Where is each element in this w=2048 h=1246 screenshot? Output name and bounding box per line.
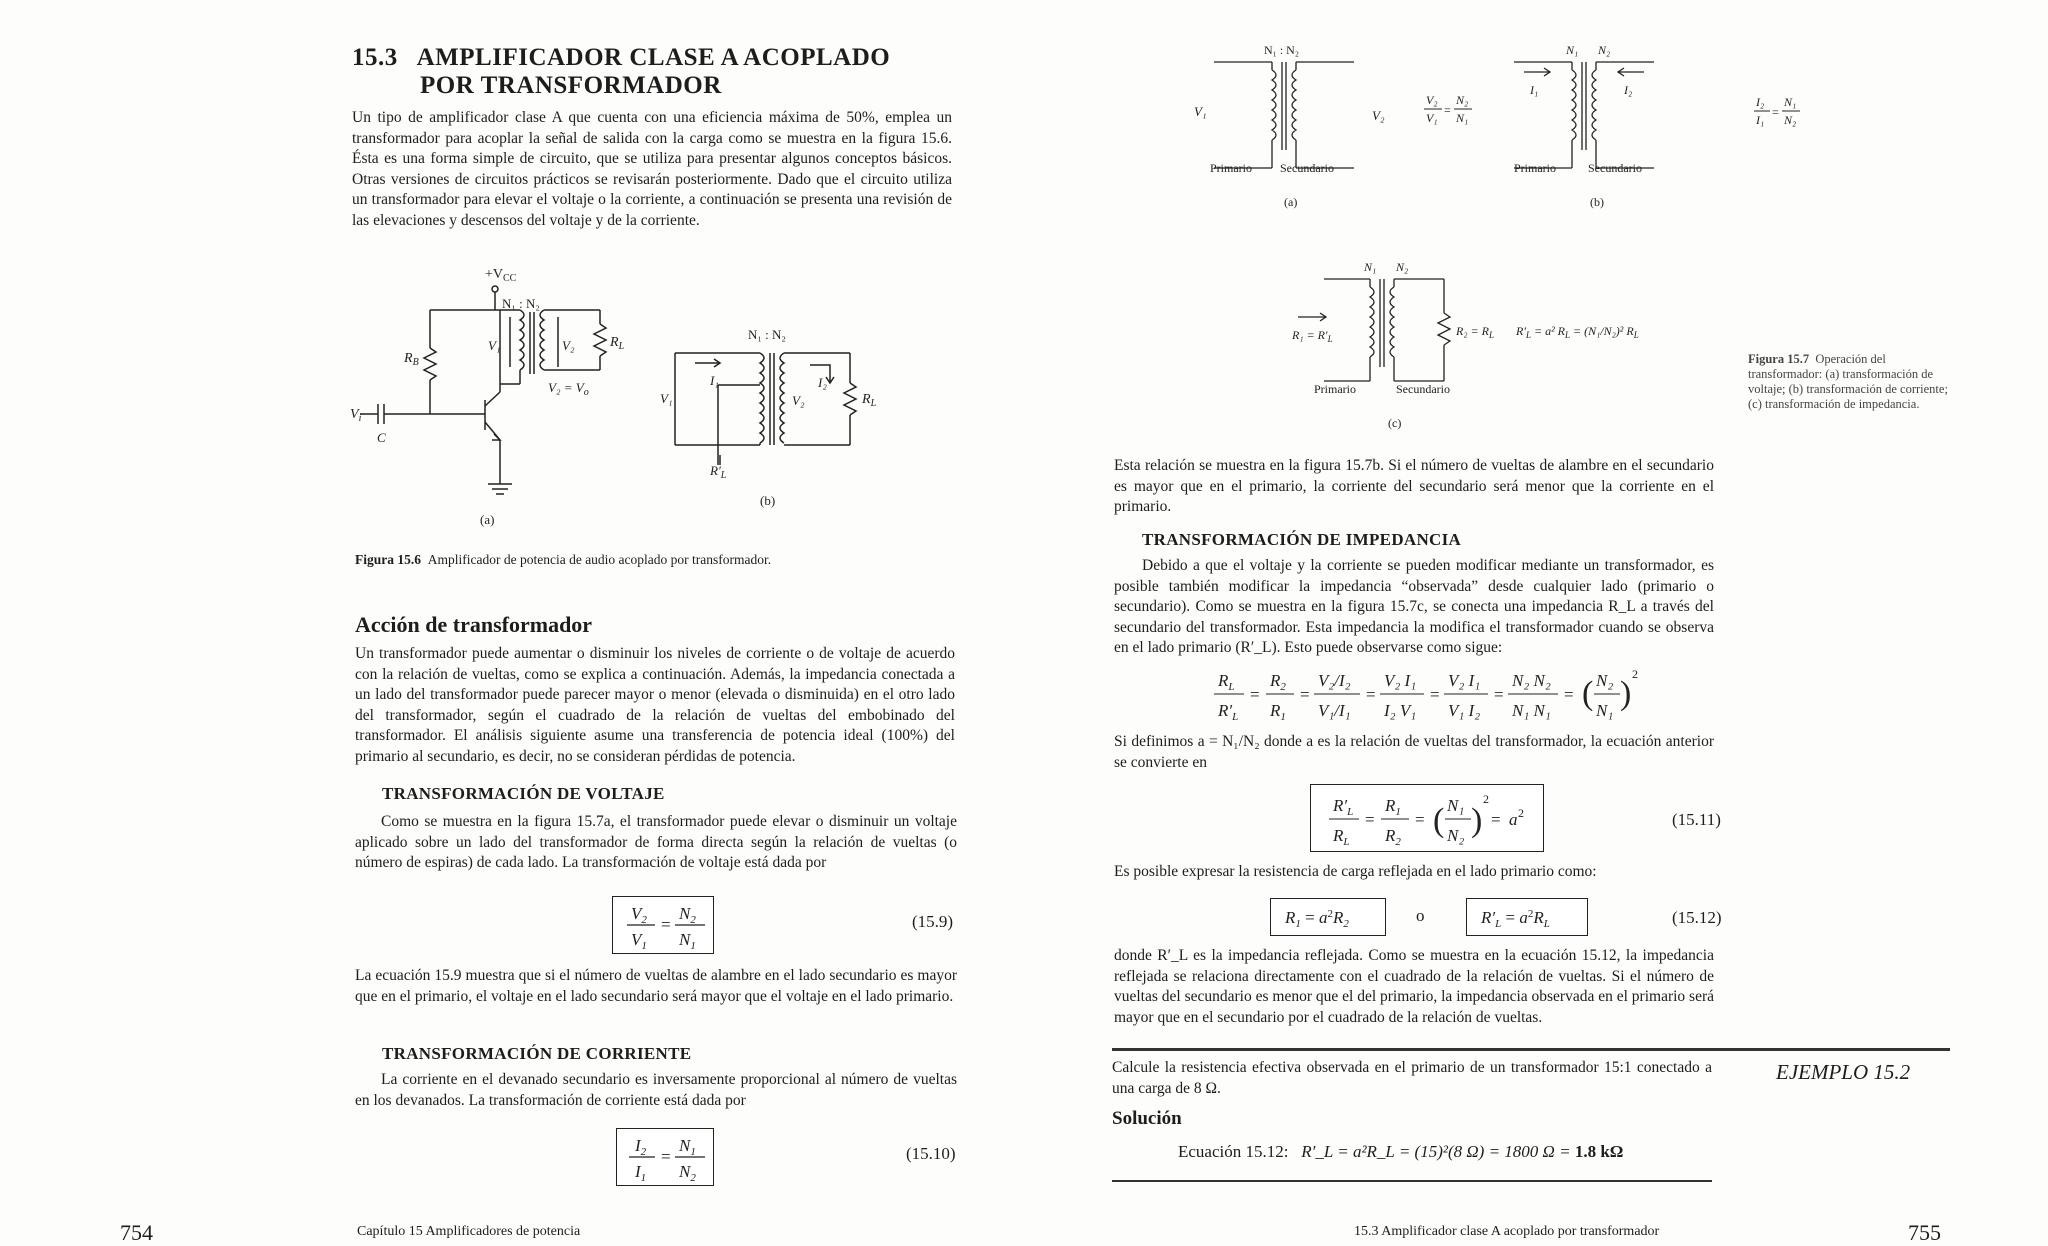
v2-b-label: V₂ <box>792 393 805 408</box>
figure-15-7a <box>1194 40 1414 212</box>
svg-text:N₂: N₂ <box>1596 671 1614 690</box>
svg-text:N₂: N₂ <box>1447 826 1465 845</box>
fig-b-secondary: Secundario <box>1588 161 1642 175</box>
impedance-paragraph: Debido a que el voltaje y la corriente se pueden modificar mediante un transformador, es posible también modificar la impedancia “observada” desde cualquier lado (primario o secundario). Como se muestra en la figura 15.7c, se conecta una impedancia R_L a través del secundario del transformador. Esta impedancia la modifica el transformador cuando se observa en el lado primario (R′_L). Esto puede observarse como sigue: <box>1114 557 1714 656</box>
figure-15-6a <box>350 262 650 532</box>
svg-text:V₂: V₂ <box>1426 93 1438 107</box>
svg-text:R2: $R_2$ <box>1270 671 1286 693</box>
after-15-9-paragraph: La ecuación 15.9 muestra que si el número de vueltas de alambre en el lado secundario es mayor que en el primario, el voltaje en el lado secundario será mayor que el voltaje en el lado primario. <box>355 967 957 1005</box>
svg-text:=: = <box>1365 810 1375 829</box>
v1-b-label: V₁ <box>660 391 673 406</box>
left-footer: Capítulo 15 Amplificadores de potencia <box>357 1224 581 1239</box>
i2-label: I₂ <box>818 375 827 390</box>
svg-text:=: = <box>1415 810 1425 829</box>
svg-text:RL: $R_L$ <box>1333 826 1350 848</box>
svg-text:I₂: I₂ <box>1756 95 1765 109</box>
equation-15-11 <box>1310 784 1544 852</box>
svg-text:N₂ N₂: N₂ N₂ <box>1512 671 1551 690</box>
right-page <box>1024 0 2048 1244</box>
figure-15-6b <box>660 325 890 515</box>
svg-text:=: = <box>1366 685 1376 704</box>
svg-text:V1: $V_1$ <box>631 930 647 952</box>
fig-b-primary: Primario <box>1514 161 1556 175</box>
figure-15-7b <box>1494 40 1754 212</box>
rl-b-label: $R_L$ <box>862 392 877 409</box>
svg-text:2: 2 <box>1518 806 1524 820</box>
fig-15-6a-label: (a) <box>480 512 495 527</box>
section-title-line2: POR TRANSFORMADOR <box>420 72 722 99</box>
svg-text:2: 2 <box>1483 792 1489 806</box>
fig-c-r2-eq: $R_2 = R_L$ <box>1456 324 1494 340</box>
svg-text:=: = <box>1300 685 1310 704</box>
eq-15-11-number: (15.11) <box>1672 810 1721 829</box>
fig-a-secondary: Secundario <box>1280 161 1334 175</box>
transformer-paragraph: Un transformador puede aumentar o disminuir los niveles de corriente o de voltaje de acuerdo con la relación de vueltas, como se explica a continuación. Además, la impedancia conectada a un lado del transformador puede parecer mayor o menor (elevada o disminuida) en el otro lado del transformador, según el cuadrado de la relación de vueltas del embobinado del transformador. El análisis siguiente asume una transferencia de potencia ideal (100%) del primario al secundario, es decir, no se consideran pérdidas de potencia. <box>355 645 955 765</box>
fig-c-n1: N₁ <box>1364 260 1377 274</box>
svg-text:I1: $I_1$ <box>635 1162 647 1184</box>
svg-text:V₂/I₂: V₂/I₂ <box>1318 671 1351 690</box>
solution-result: 1.8 kΩ <box>1574 1142 1624 1161</box>
solution-expression: R′_L = a²R_L = (15)²(8 Ω) = 1800 Ω = <box>1301 1142 1571 1161</box>
v2-label: V₂ <box>562 338 575 353</box>
ratio-label: N₁ : N₂ <box>502 296 540 311</box>
svg-text:N₂: N₂ <box>1456 93 1469 107</box>
right-page-number: 755 <box>1908 1220 1941 1245</box>
svg-text:V₁ I₂: V₁ I₂ <box>1448 701 1481 720</box>
svg-text:N1: $N_1$ <box>679 930 696 952</box>
impedance-equation <box>1214 664 1644 728</box>
fig-15-6b-label: (b) <box>760 493 776 508</box>
vi-label: $V_i$ <box>350 407 362 424</box>
equation-15-10 <box>616 1128 714 1186</box>
svg-text:N₁: N₁ <box>1456 111 1469 125</box>
fig-a-label: (a) <box>1284 195 1298 209</box>
fig-c-n2: N₂ <box>1396 260 1409 274</box>
heading-impedance: TRANSFORMACIÓN DE IMPEDANCIA <box>1142 530 1462 549</box>
c-label: C <box>377 430 386 445</box>
solution-line <box>1178 1142 1623 1162</box>
svg-text:I₁: I₁ <box>1756 113 1765 127</box>
fig-a-ratio: N₁ : N₂ <box>1264 43 1300 57</box>
svg-text:I2: $I_2$ <box>635 1136 647 1158</box>
svg-text:=: = <box>1444 103 1451 117</box>
i1-label: I₁ <box>710 373 719 388</box>
svg-text:N₁: N₁ <box>1784 95 1797 109</box>
svg-text:a: a <box>1509 810 1518 829</box>
svg-text:R′L: $R'_L$ <box>1333 796 1354 818</box>
equation-15-12-b <box>1466 898 1588 936</box>
svg-text:I₂ V₁: I₂ V₁ <box>1384 701 1417 720</box>
heading-transformer-action: Acción de transformador <box>355 612 593 637</box>
fig-a-primary: Primario <box>1210 161 1252 175</box>
svg-text:N₁ N₁: N₁ N₁ <box>1512 701 1551 720</box>
svg-text:=: = <box>1494 685 1504 704</box>
svg-text:N2: $N_2$ <box>679 904 696 926</box>
figure-15-7-caption: Figura 15.7 Operación del transformador: (a) transformación de voltaje; (b) transformación de corriente; (c) transformación de impedancia. <box>1748 352 1948 411</box>
svg-text:R1 = a2R2: $R_1 = a^2R_2$ <box>1285 908 1349 930</box>
reflected-intro: Es posible expresar la resistencia de carga reflejada en el lado primario como: <box>1114 863 1597 880</box>
svg-text:=: = <box>661 1147 671 1166</box>
relation-paragraph: Esta relación se muestra en la figura 15.7b. Si el número de vueltas de alambre en el secundario es mayor que en el primario, la corriente del secundario será menor que la corriente en el primario. <box>1114 457 1714 515</box>
fig-b-n2: N₂ <box>1598 43 1611 57</box>
fig-b-ratio-equation <box>1754 92 1804 138</box>
rb-label: $R_B$ <box>404 351 419 368</box>
equation-15-9 <box>612 896 714 954</box>
svg-text:=: = <box>661 915 671 934</box>
eq-15-12-number: (15.12) <box>1672 908 1722 927</box>
heading-current: TRANSFORMACIÓN DE CORRIENTE <box>382 1044 692 1063</box>
svg-text:N₁: N₁ <box>1596 701 1614 720</box>
svg-text:=: = <box>1772 105 1779 119</box>
right-footer: 15.3 Amplificador clase A acoplado por transformador <box>1354 1224 1660 1239</box>
svg-text:(: ( <box>1433 802 1445 839</box>
left-page <box>0 0 1024 1244</box>
svg-text:V2: $V_2$ <box>631 904 647 926</box>
figure-15-7c <box>1264 255 1684 435</box>
svg-text:R2: $R_2$ <box>1385 826 1401 848</box>
svg-text:RL: $R_L$ <box>1218 671 1235 693</box>
svg-text:=: = <box>1250 685 1260 704</box>
svg-text:V₁/I₁: V₁/I₁ <box>1318 701 1351 720</box>
svg-text:R′L = a2RL: $R'_L = a^2R_L$ <box>1481 908 1550 930</box>
section-number: 15.3 <box>352 44 398 71</box>
equation-15-12-a <box>1270 898 1386 936</box>
heading-voltage: TRANSFORMACIÓN DE VOLTAJE <box>382 784 665 803</box>
ratio-b-label: N₁ : N₂ <box>748 327 786 342</box>
section-title <box>352 44 890 72</box>
fig-c-primary: Primario <box>1314 382 1356 396</box>
fig-b-i1: I₁ <box>1530 83 1539 97</box>
example-bottom-rule <box>1112 1180 1712 1182</box>
fig-b-n1: N₁ <box>1566 43 1579 57</box>
eq-or: o <box>1416 906 1425 925</box>
eq-15-9-number: (15.9) <box>912 912 954 931</box>
example-top-rule <box>1112 1048 1950 1051</box>
svg-text:N₁: N₁ <box>1447 796 1465 815</box>
svg-text:): ) <box>1620 675 1632 712</box>
fig-b-i2: I₂ <box>1624 83 1633 97</box>
fig-a-v2: V₂ <box>1372 108 1385 123</box>
left-page-number: 754 <box>120 1220 153 1245</box>
svg-text:(: ( <box>1582 675 1594 712</box>
svg-text:R1: $R_1$ <box>1385 796 1401 818</box>
fig-a-ratio-equation <box>1424 90 1474 136</box>
current-paragraph: La corriente en el devanado secundario es inversamente proporcional al número de vueltas en los devanados. La transformación de corriente está dada por <box>355 1071 957 1109</box>
svg-text:V₂ I₁: V₂ I₁ <box>1384 671 1417 690</box>
svg-text:): ) <box>1471 802 1483 839</box>
rl-prime-label: $R'_L$ <box>710 463 727 481</box>
v2-vo-label: $V_2 = V_o$ <box>548 380 589 398</box>
svg-text:N1: $N_1$ <box>679 1136 696 1158</box>
fig-c-secondary: Secundario <box>1396 382 1450 396</box>
intro-paragraph: Un tipo de amplificador clase A que cuenta con una eficiencia máxima de 50%, emplea un transformador para acoplar la señal de salida con la carga como se muestra en la figura 15.6. Ésta es una forma simple de circuito, que se utiliza para presentar algunos conceptos básicos. Otras versiones de circuitos prácticos se revisarán posteriormente. Dado que el circuito utiliza un transformador para elevar el voltaje o la corriente, a continuación se presenta una revisión de las elevaciones y descensos del voltaje y de la corriente. <box>352 109 952 229</box>
svg-text:=: = <box>1564 685 1574 704</box>
voltage-paragraph: Como se muestra en la figura 15.7a, el transformador puede elevar o disminuir un voltaje aplicado sobre un lado del transformador de forma directa según la relación de vueltas (o número de espiras) de cada lado. La transformación de voltaje está dada por <box>355 813 957 871</box>
section-title-line1: AMPLIFICADOR CLASE A ACOPLADO <box>416 44 891 71</box>
fig-c-r1-eq: $R_1 = R'_L$ <box>1292 328 1333 344</box>
svg-text:V₁: V₁ <box>1426 111 1438 125</box>
vcc-label: $+V_{CC}$ <box>485 267 517 284</box>
example-problem: Calcule la resistencia efectiva observada en el primario de un transformador 15:1 conectado a una carga de 8 Ω. <box>1112 1059 1712 1097</box>
svg-text:V₂ I₁: V₂ I₁ <box>1448 671 1481 690</box>
fig-b-label: (b) <box>1590 195 1604 209</box>
v1-label: V₁ <box>488 338 501 353</box>
fig-c-label: (c) <box>1388 416 1402 430</box>
rl-label: $R_L$ <box>610 335 625 352</box>
example-label: EJEMPLO 15.2 <box>1776 1060 1911 1084</box>
fig-a-v1: V₁ <box>1194 104 1207 119</box>
svg-text:=: = <box>1491 810 1501 829</box>
solution-heading: Solución <box>1112 1108 1182 1129</box>
solution-prefix: Ecuación 15.12: <box>1178 1142 1289 1161</box>
svg-text:N₂: N₂ <box>1784 113 1797 127</box>
svg-text:2: 2 <box>1632 667 1638 681</box>
reflected-paragraph: donde R′_L es la impedancia reflejada. Como se muestra en la ecuación 15.12, la impedancia reflejada se relaciona directamente con el cuadrado de la relación de vueltas. Si el número de vueltas del secundario es menor que el del primario, la impedancia observada en el primario será mayor que en el secundario por el cuadrado de la relación de vueltas. <box>1114 947 1714 1026</box>
eq-15-10-number: (15.10) <box>906 1144 956 1163</box>
svg-text:R′L: $R'_L$ <box>1218 701 1239 723</box>
svg-text:=: = <box>1430 685 1440 704</box>
svg-text:R1: $R_1$ <box>1270 701 1286 723</box>
fig-c-rlp-eq: $R'_L = a^2$ $R_L = (N_1/N_2)^2$ $R_L$ <box>1516 324 1639 340</box>
define-paragraph: Si definimos a = N₁/N₂ donde a es la relación de vueltas del transformador, la ecuación anterior se convierte en <box>1114 733 1714 771</box>
svg-text:N2: $N_2$ <box>679 1162 696 1184</box>
figure-15-6-caption: Figura 15.6 Amplificador de potencia de audio acoplado por transformador. <box>355 552 772 567</box>
